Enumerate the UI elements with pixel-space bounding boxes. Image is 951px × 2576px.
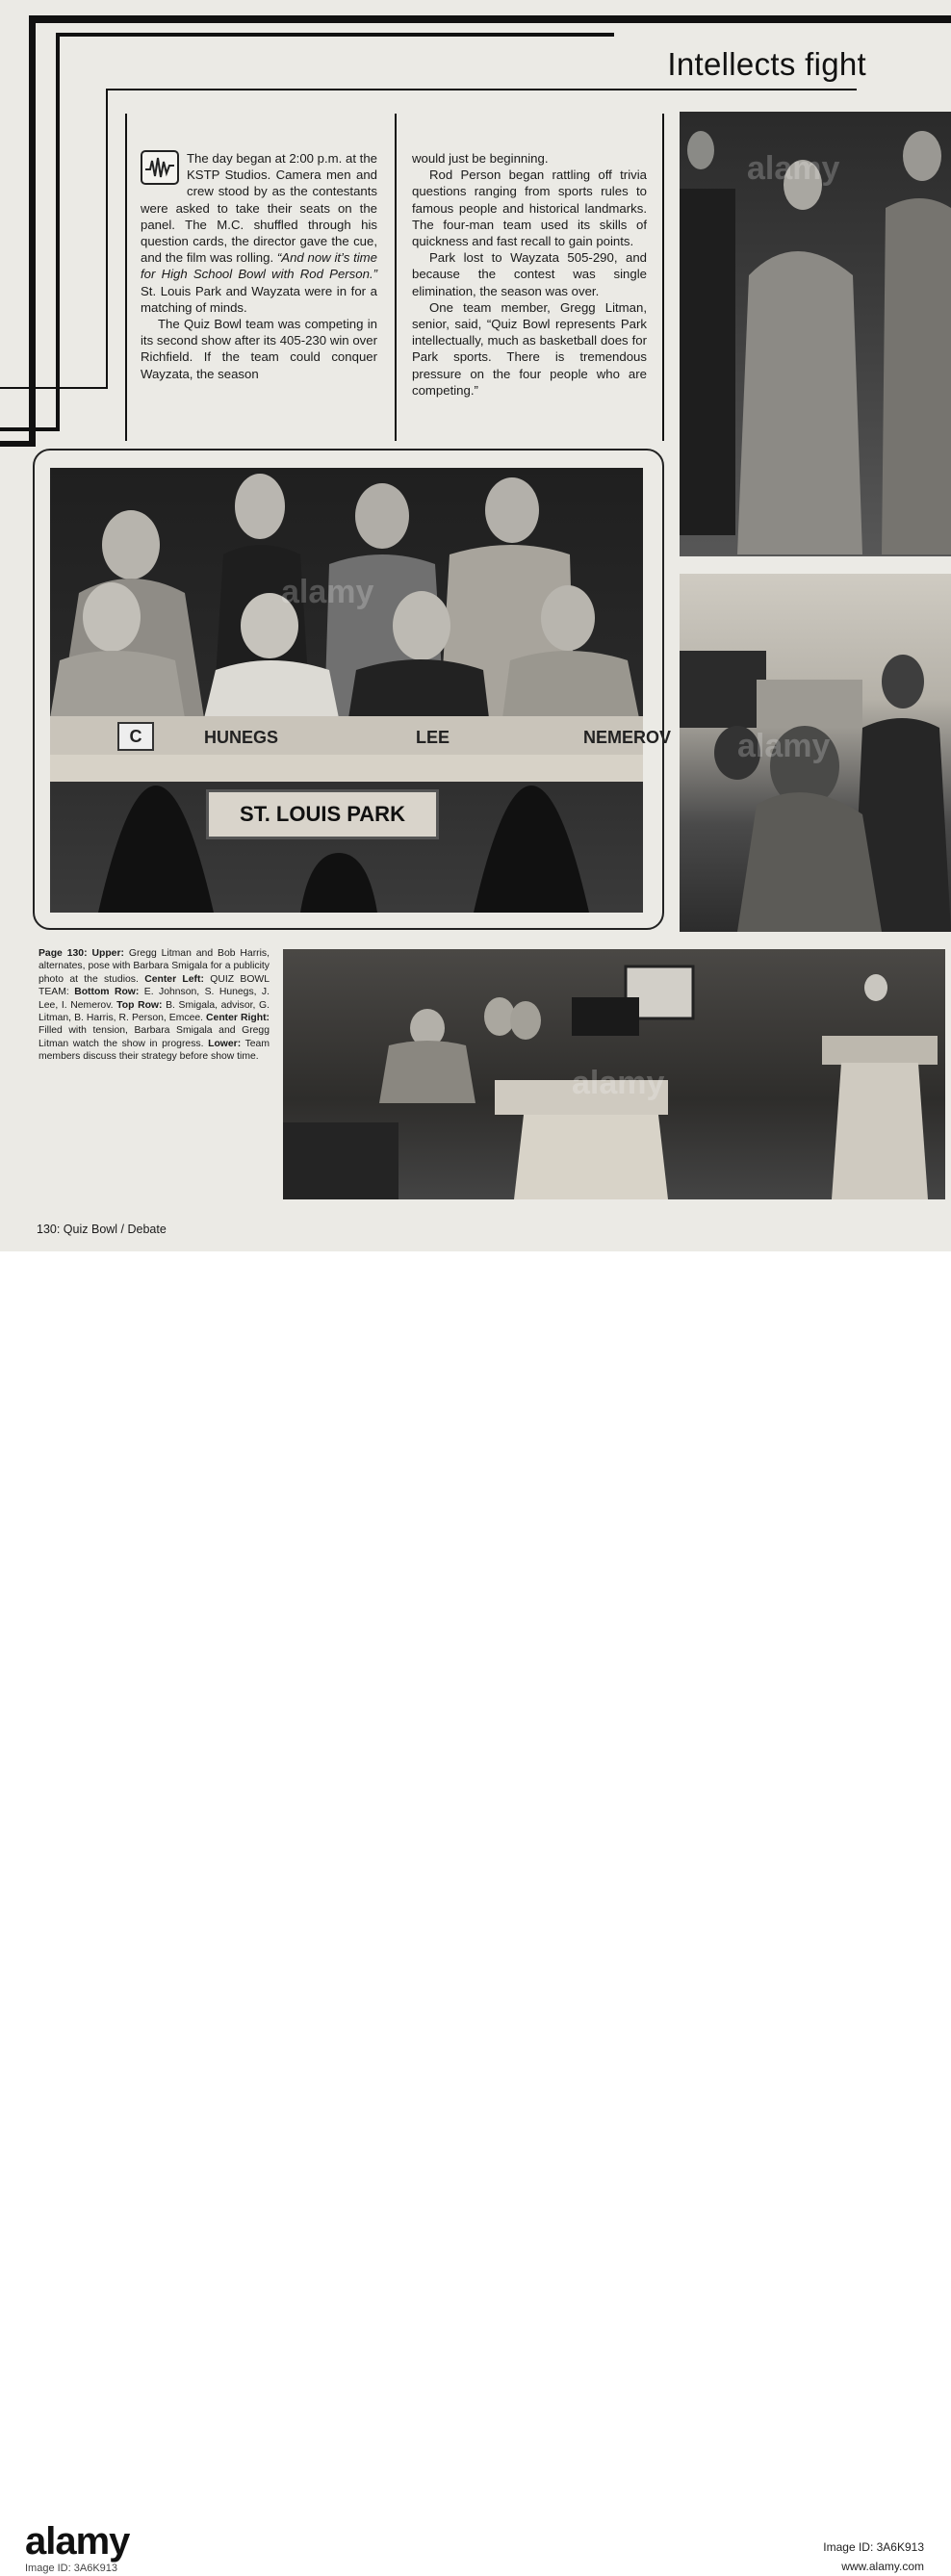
article-paragraph: would just be beginning.	[412, 151, 549, 166]
yearbook-page	[0, 0, 951, 1251]
border-bottom-inner	[0, 387, 108, 389]
border-left-outer	[29, 15, 36, 447]
photo-lower	[283, 949, 945, 1199]
article-paragraph: The day began at 2:00 p.m. at the KSTP Studios. Camera men and crew stood by as the contestants were asked to take their seats on the panel. The M.C. shuffled through his question cards, the director gave the cue, and the film was rolling. “And now it’s time for High School Bowl with Rod Person.” St. Louis Park and Wayzata were in for a matching of minds.	[141, 151, 377, 315]
border-left-inner	[106, 89, 108, 389]
watermark-logo: alamy	[747, 150, 840, 187]
column-rule-left	[125, 114, 127, 441]
border-top-middle	[56, 33, 614, 37]
desk-letter-plate: C	[117, 722, 154, 751]
watermark-logo: alamy	[737, 728, 831, 764]
page-title: Intellects fight	[667, 46, 866, 82]
border-top-inner	[106, 89, 857, 90]
article-paragraph: Park lost to Wayzata 505-290, and because the contest was single elimination, the season was over.	[412, 250, 647, 298]
article-column-2	[412, 150, 647, 399]
page-folio: 130: Quiz Bowl / Debate	[37, 1223, 167, 1236]
border-bottom-outer	[0, 441, 36, 447]
watermark-logo: alamy	[281, 574, 374, 610]
border-left-middle	[56, 33, 60, 429]
article-paragraph: Rod Person began rattling off trivia questions ranging from sports rules to famous people and historical landmarks. The four-man team used its skills of quickness and fast recall to gain points.	[412, 167, 647, 249]
photo-upper-right	[680, 112, 951, 556]
border-bottom-middle	[0, 427, 60, 431]
border-top-outer	[29, 15, 951, 23]
article-paragraph: One team member, Gregg Litman, senior, said, “Quiz Bowl represents Park intellectually, much as basketball does for Park sports. There is tremendous pressure on the four people who are competing.”	[412, 299, 647, 398]
desk-name-lee: LEE	[416, 728, 450, 747]
watermark-logo: alamy	[572, 1065, 665, 1101]
column-rule-right	[662, 114, 664, 441]
footer-brand-logo: alamy	[25, 2520, 130, 2563]
photo-center-right	[680, 574, 951, 932]
footer-image-id: Image ID: 3A6K913	[823, 2540, 924, 2554]
school-nameplate: ST. LOUIS PARK	[206, 789, 439, 839]
column-rule-middle	[395, 114, 397, 441]
desk-name-hunegs: HUNEGS	[204, 728, 279, 747]
footer-site-link[interactable]: www.alamy.com	[841, 2560, 924, 2573]
photo-caption: Page 130: Upper: Gregg Litman and Bob Harris, alternates, pose with Barbara Smigala for a publicity photo at the studios. Center Left: QUIZ BOWL TEAM: Bottom Row: E. Johnson, S. Hunegs, J. Lee, I. Nemerov. Top Row: B. Smigala, advisor, G. Litman, B. Harris, R. Person, Emcee. Center Right: Filled with tension, Barbara Smigala and Gregg Litman watch the show in progress. Lower: Team members discuss their strategy before show time.	[39, 948, 270, 1063]
footer-bar	[0, 1251, 951, 2574]
article-column-1	[141, 150, 377, 382]
photo-team-silhouettes	[50, 468, 643, 913]
footer-right-block	[823, 2537, 924, 2576]
waveform-icon	[141, 150, 179, 185]
footer-image-id-small: Image ID: 3A6K913	[25, 2563, 118, 2574]
article-paragraph: The Quiz Bowl team was competing in its second show after its 405-230 win over Richfield. If the team could conquer Wayzata, the season	[141, 317, 377, 381]
desk-name-nemerov: NEMEROV	[583, 728, 672, 747]
photo-center-left	[50, 468, 672, 913]
